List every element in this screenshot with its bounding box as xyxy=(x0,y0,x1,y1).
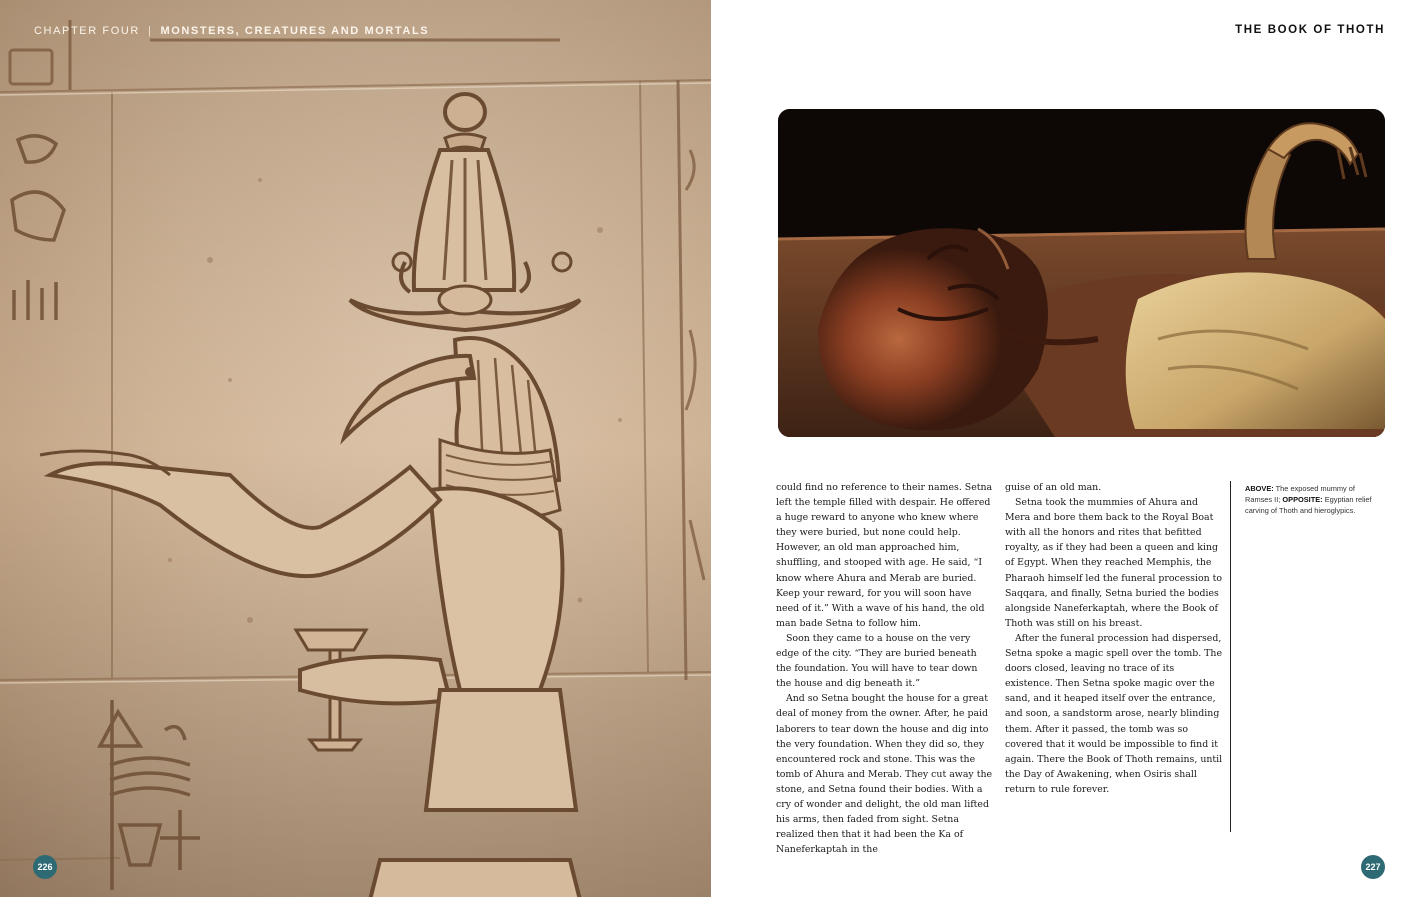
caption-divider xyxy=(1230,481,1231,832)
photo-caption xyxy=(1245,483,1375,516)
chapter-label: CHAPTER FOUR xyxy=(34,25,140,37)
running-head-separator: | xyxy=(147,25,153,37)
mummy-photo-image xyxy=(778,109,1385,437)
caption-text-opposite: Egyptian relief carving of Thoth and hieroglypics. xyxy=(1245,495,1372,515)
body-paragraph: After the funeral procession had dispersed, Setna spoke a magic spell over the tomb. The doors closed, leaving no trace of its existence. Then Setna spoke magic over the sand, and it heaped itself over the entrance, and soon, a sandstorm arose, nearly blinding them. After it passed, the tomb was so covered that it would be impossible to find it again. There the Book of Thoth remains, until the Day of Awakening, when Osiris shall return to rule forever. xyxy=(1005,632,1223,795)
body-paragraph: And so Setna bought the house for a great deal of money from the owner. After, he paid laborers to tear down the house and dig into the very foundation. When they did so, they encountered rock and stone. This was the tomb of Ahura and Merab. They cut away the stone, and Setna found their bodies. With a cry of wonder and delight, the old man lifted his arms, then faded from sight. Setna realized then that it had been the Ka of Naneferkaptah in the xyxy=(776,693,993,856)
page-number-left: 226 xyxy=(33,855,57,879)
page-number-right: 227 xyxy=(1361,855,1385,879)
running-head-left xyxy=(34,25,429,37)
caption-label-opposite: OPPOSITE: xyxy=(1282,495,1323,504)
section-title: MONSTERS, CREATURES AND MORTALS xyxy=(160,25,430,37)
caption-text-above: The exposed mummy of Ramses II; xyxy=(1245,484,1355,504)
body-paragraph: guise of an old man. xyxy=(1005,482,1102,493)
body-paragraph: could find no reference to their names. Setna left the temple filled with despair. He offered a huge reward to anyone who knew where they were buried, but none could help. However, an old man approached him, shuffling, and stooped with age. He said, “I know where Ahura and Merab are buried. Keep your reward, for you will soon have need of it.” With a wave of his hand, the old man bade Setna to follow him. xyxy=(776,482,993,629)
body-paragraph: Setna took the mummies of Ahura and Mera and bore them back to the Royal Boat with all the honors and rites that befitted royalty, as if they had been a queen and king of Egypt. When they reached Memphis, the Pharaoh himself led the funeral procession to Saqqara, and finally, Setna buried the bodies alongside Naneferkaptah, where the Book of Thoth was still on his breast. xyxy=(1005,497,1223,629)
text-column-2 xyxy=(1005,480,1223,797)
text-column-1 xyxy=(776,480,994,857)
running-head-right: THE BOOK OF THOTH xyxy=(1235,24,1385,36)
caption-label-above: ABOVE: xyxy=(1245,484,1274,493)
body-paragraph: Soon they came to a house on the very edge of the city. “They are buried beneath the foundation. You will have to tear down the house and dig beneath it.” xyxy=(776,632,978,690)
